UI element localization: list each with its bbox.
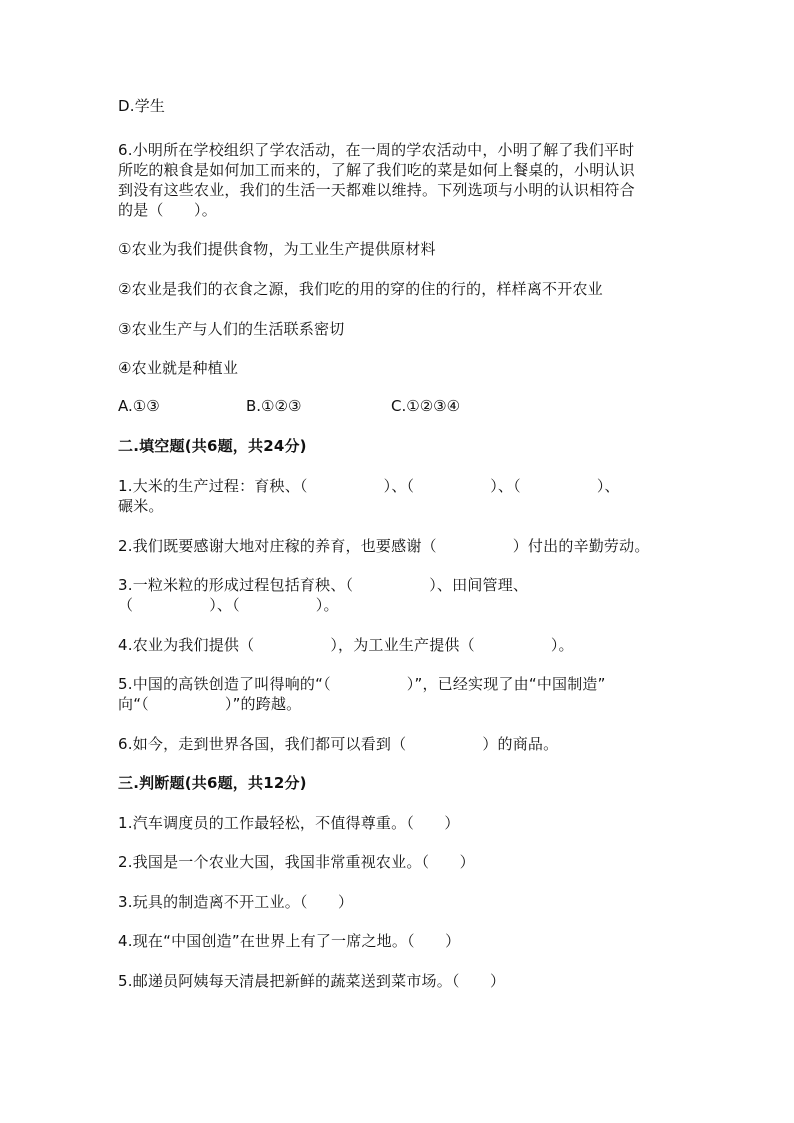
fill-5-line-2: 向“（ ）”的跨越。 <box>118 695 302 713</box>
q6-statement-3: ③农业生产与人们的生活联系密切 <box>118 320 345 338</box>
judge-2: 2.我国是一个农业大国，我国非常重视农业。（ ） <box>118 853 475 871</box>
q6-options <box>118 397 678 417</box>
q6-line-4: 的是（ ）。 <box>118 201 217 219</box>
fill-6: 6.如今，走到世界各国，我们都可以看到（ ）的商品。 <box>118 735 559 753</box>
fill-2: 2.我们既要感谢大地对庄稼的养育，也要感谢（ ）付出的辛勤劳动。 <box>118 537 650 555</box>
option-c: C.①②③④ <box>391 397 461 415</box>
q6-line-2: 所吃的粮食是如何加工而来的，了解了我们吃的菜是如何上餐桌的，小明认识 <box>118 161 635 179</box>
fill-1-line-1: 1.大米的生产过程：育秧、（ ）、（ ）、（ ）、 <box>118 477 620 495</box>
q6-statement-4: ④农业就是种植业 <box>118 359 239 377</box>
q6-statement-1: ①农业为我们提供食物，为工业生产提供原材料 <box>118 240 436 258</box>
fill-3-line-1: 3.一粒米粒的形成过程包括育秧、（ ）、田间管理、 <box>118 576 529 594</box>
judge-1: 1.汽车调度员的工作最轻松，不值得尊重。（ ） <box>118 814 460 832</box>
fill-3-line-2: （ ）、（ ）。 <box>118 596 339 614</box>
option-d: D.学生 <box>118 97 166 115</box>
judge-5: 5.邮递员阿姨每天清晨把新鲜的蔬菜送到菜市场。（ ） <box>118 972 506 990</box>
fill-5-line-1: 5.中国的高铁创造了叫得响的“（ ）”，已经实现了由“中国制造” <box>118 675 606 693</box>
option-b: B.①②③ <box>246 397 302 415</box>
option-a: A.①③ <box>118 397 160 415</box>
q6-line-1: 6.小明所在学校组织了学农活动，在一周的学农活动中，小明了解了我们平时 <box>118 141 635 159</box>
judge-3: 3.玩具的制造离不开工业。（ ） <box>118 893 354 911</box>
fill-4: 4.农业为我们提供（ ），为工业生产提供（ ）。 <box>118 636 574 654</box>
q6-statement-2: ②农业是我们的衣食之源，我们吃的用的穿的住的行的，样样离不开农业 <box>118 280 603 298</box>
fill-1-line-2: 碾米。 <box>118 497 164 515</box>
section-2-heading: 二.填空题(共6题，共24分) <box>118 437 307 455</box>
q6-line-3: 到没有这些农业，我们的生活一天都难以维持。下列选项与小明的认识相符合 <box>118 181 635 199</box>
section-3-heading: 三.判断题(共6题，共12分) <box>118 774 307 792</box>
judge-4: 4.现在“中国创造”在世界上有了一席之地。（ ） <box>118 932 461 950</box>
